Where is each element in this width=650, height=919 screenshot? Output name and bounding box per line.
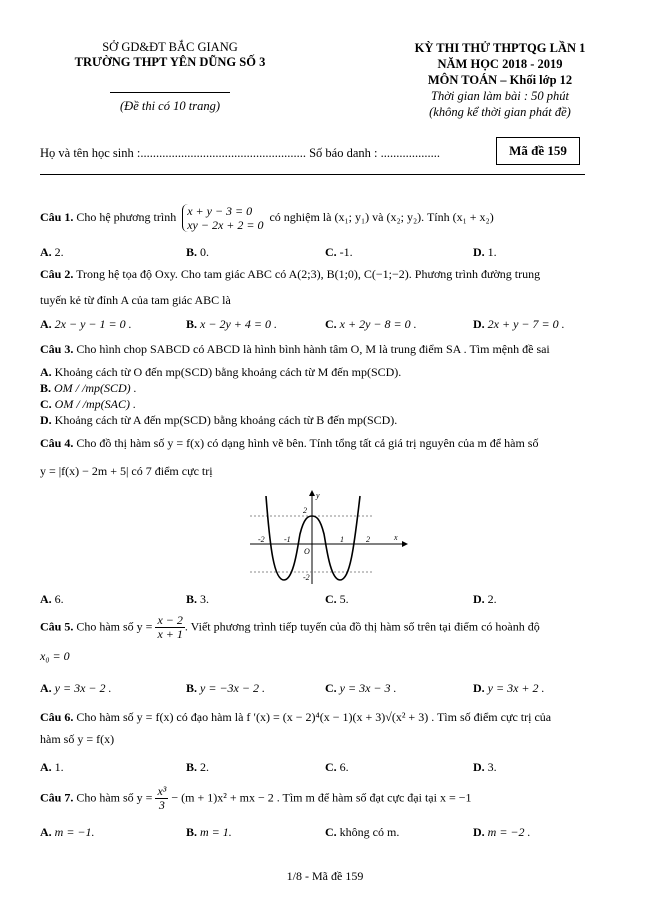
- q4-text2: y = |f(x) − 2m + 5| có 7 điểm cực trị: [40, 464, 213, 478]
- q3-option-b: B. OM / /mp(SCD) .: [40, 381, 137, 395]
- q3-text: Cho hình chop SABCD có ABCD là hình bình hành tâm O, M là trung điểm SA . Tìm mệnh đề sai: [76, 342, 550, 356]
- q6-label: Câu 6.: [40, 710, 74, 724]
- q1-system: [182, 204, 263, 232]
- q7-option-c: C. không có m.: [325, 825, 400, 839]
- q2-label: Câu 2.: [40, 267, 74, 281]
- q2-text: Trong hệ tọa độ Oxy. Cho tam giác ABC có A(2;3), B(1;0), C(−1;−2). Phương trình đường trung: [76, 267, 541, 281]
- q4-option-a: A. 6.: [40, 592, 64, 606]
- exam-title: KỲ THI THỬ THPTQG LẦN 1: [414, 41, 586, 55]
- q3-option-d: D. Khoảng cách từ A đến mp(SCD) bằng khoảng cách từ B đến mp(SCD).: [40, 413, 398, 427]
- header-divider: [110, 92, 230, 93]
- time-note: (không kể thời gian phát đề): [429, 105, 571, 119]
- q1-post: có nghiệm là (x₁; y₁) và (x₂; y₂). Tính (x₁ + x₂): [269, 209, 494, 224]
- q2-option-b: B. x − 2y + 4 = 0 .: [186, 317, 277, 331]
- school-year: NĂM HỌC 2018 - 2019: [437, 57, 563, 71]
- q6-option-c: C. 6.: [325, 760, 349, 774]
- question-4: [40, 434, 615, 480]
- header-left: [50, 40, 290, 114]
- q4-option-b: B. 3.: [186, 592, 210, 606]
- q1-option-d: D. 1.: [473, 245, 497, 259]
- q5-option-d: D. y = 3x + 2 .: [473, 681, 545, 695]
- q3-label: Câu 3.: [40, 342, 74, 356]
- q1-option-a: A. 2.: [40, 245, 64, 259]
- q5-option-a: A. y = 3x − 2 .: [40, 681, 112, 695]
- y-tick-neg2: -2: [303, 573, 310, 582]
- q3-option-c: C. OM / /mp(SAC) .: [40, 397, 136, 411]
- q7-post: − (m + 1)x² + mx − 2 . Tìm m để hàm số đạt cực đại tại x = −1: [171, 790, 472, 805]
- q4-label: Câu 4.: [40, 436, 74, 450]
- x-tick-1: 1: [340, 535, 344, 544]
- q6-text: Cho hàm số y = f(x) có đạo hàm là f ′(x) = (x − 2)⁴(x − 1)(x + 3)√(x² + 3) . Tìm số điểm cực trị của: [76, 710, 552, 724]
- q5-pre: Cho hàm số y =: [76, 619, 153, 634]
- q4-option-d: D. 2.: [473, 592, 497, 606]
- header-rule: [40, 174, 585, 175]
- question-1: [40, 204, 615, 232]
- q7-option-d: D. m = −2 .: [473, 825, 531, 839]
- q2-option-a: A. 2x − y − 1 = 0 .: [40, 317, 132, 331]
- q1-eq1: x + y − 3 = 0: [187, 204, 253, 218]
- q7-pre: Cho hàm số y =: [76, 790, 153, 805]
- question-6: [40, 708, 615, 748]
- q1-option-c: C. -1.: [325, 245, 353, 259]
- x-axis-label: x: [394, 533, 398, 542]
- q4-function-graph: [248, 488, 408, 586]
- question-2: [40, 265, 615, 309]
- q1-pre: Cho hệ phương trình: [76, 209, 177, 224]
- q2-option-c: C. x + 2y − 8 = 0 .: [325, 317, 417, 331]
- x-axis-arrow: [402, 541, 408, 547]
- question-5: [40, 614, 615, 665]
- header-right: [380, 40, 620, 120]
- student-info-line: Họ và tên học sinh :..................................................... Số báo danh : ...................: [40, 146, 440, 160]
- q5-text2: x₀ = 0: [40, 649, 70, 663]
- q7-option-b: B. m = 1.: [186, 825, 232, 839]
- q1-option-b: B. 0.: [186, 245, 210, 259]
- question-3: [40, 340, 615, 358]
- q5-denominator: x + 1: [157, 627, 183, 641]
- y-axis-arrow: [309, 490, 315, 496]
- q5-numerator: x − 2: [157, 613, 183, 627]
- q5-option-c: C. y = 3x − 3 .: [325, 681, 397, 695]
- q7-label: Câu 7.: [40, 790, 74, 805]
- q5-label: Câu 5.: [40, 619, 74, 634]
- x-tick-neg1: -1: [284, 535, 291, 544]
- pages-note: (Đề thi có 10 trang): [120, 99, 220, 113]
- q3-options: [40, 364, 615, 428]
- q7-numerator: x³: [157, 784, 167, 798]
- q6-option-d: D. 3.: [473, 760, 497, 774]
- q1-eq2: xy − 2x + 2 = 0: [187, 218, 264, 232]
- q6-option-a: A. 1.: [40, 760, 64, 774]
- school-name: TRƯỜNG THPT YÊN DŨNG SỐ 3: [74, 55, 266, 69]
- q6-option-b: B. 2.: [186, 760, 210, 774]
- y-axis-label: y: [316, 491, 320, 500]
- q5-fraction: [155, 614, 184, 641]
- x-tick-neg2: -2: [258, 535, 265, 544]
- page-footer: 1/8 - Mã đề 159: [286, 869, 364, 883]
- q5-option-b: B. y = −3x − 2 .: [186, 681, 265, 695]
- department-name: SỞ GD&ĐT BẮC GIANG: [102, 40, 238, 54]
- q2-text2: tuyến kẻ từ đỉnh A của tam giác ABC là: [40, 293, 231, 307]
- question-7: [40, 785, 615, 812]
- exam-code-box: Mã đề 159: [496, 137, 580, 165]
- origin-label: O: [304, 547, 310, 556]
- subject: MÔN TOÁN – Khối lớp 12: [427, 73, 573, 87]
- y-tick-2: 2: [303, 506, 307, 515]
- q4-text: Cho đồ thị hàm số y = f(x) có dạng hình vẽ bên. Tính tổng tất cả giá trị nguyên của m để hàm số: [76, 436, 539, 450]
- q3-option-a: A. Khoảng cách từ O đến mp(SCD) bằng khoảng cách từ M đến mp(SCD).: [40, 365, 402, 379]
- x-tick-2: 2: [366, 535, 370, 544]
- q1-label: Câu 1.: [40, 209, 74, 224]
- time-limit: Thời gian làm bài : 50 phút: [431, 89, 569, 103]
- q2-option-d: D. 2x + y − 7 = 0 .: [473, 317, 565, 331]
- q5-post: . Viết phương trình tiếp tuyến của đồ thị hàm số trên tại điểm có hoành độ: [184, 619, 540, 634]
- q4-option-c: C. 5.: [325, 592, 349, 606]
- q6-text2: hàm số y = f(x): [40, 732, 115, 746]
- q7-denominator: 3: [158, 798, 165, 812]
- function-curve: [266, 496, 360, 580]
- q7-fraction: [155, 785, 168, 812]
- q7-option-a: A. m = −1.: [40, 825, 95, 839]
